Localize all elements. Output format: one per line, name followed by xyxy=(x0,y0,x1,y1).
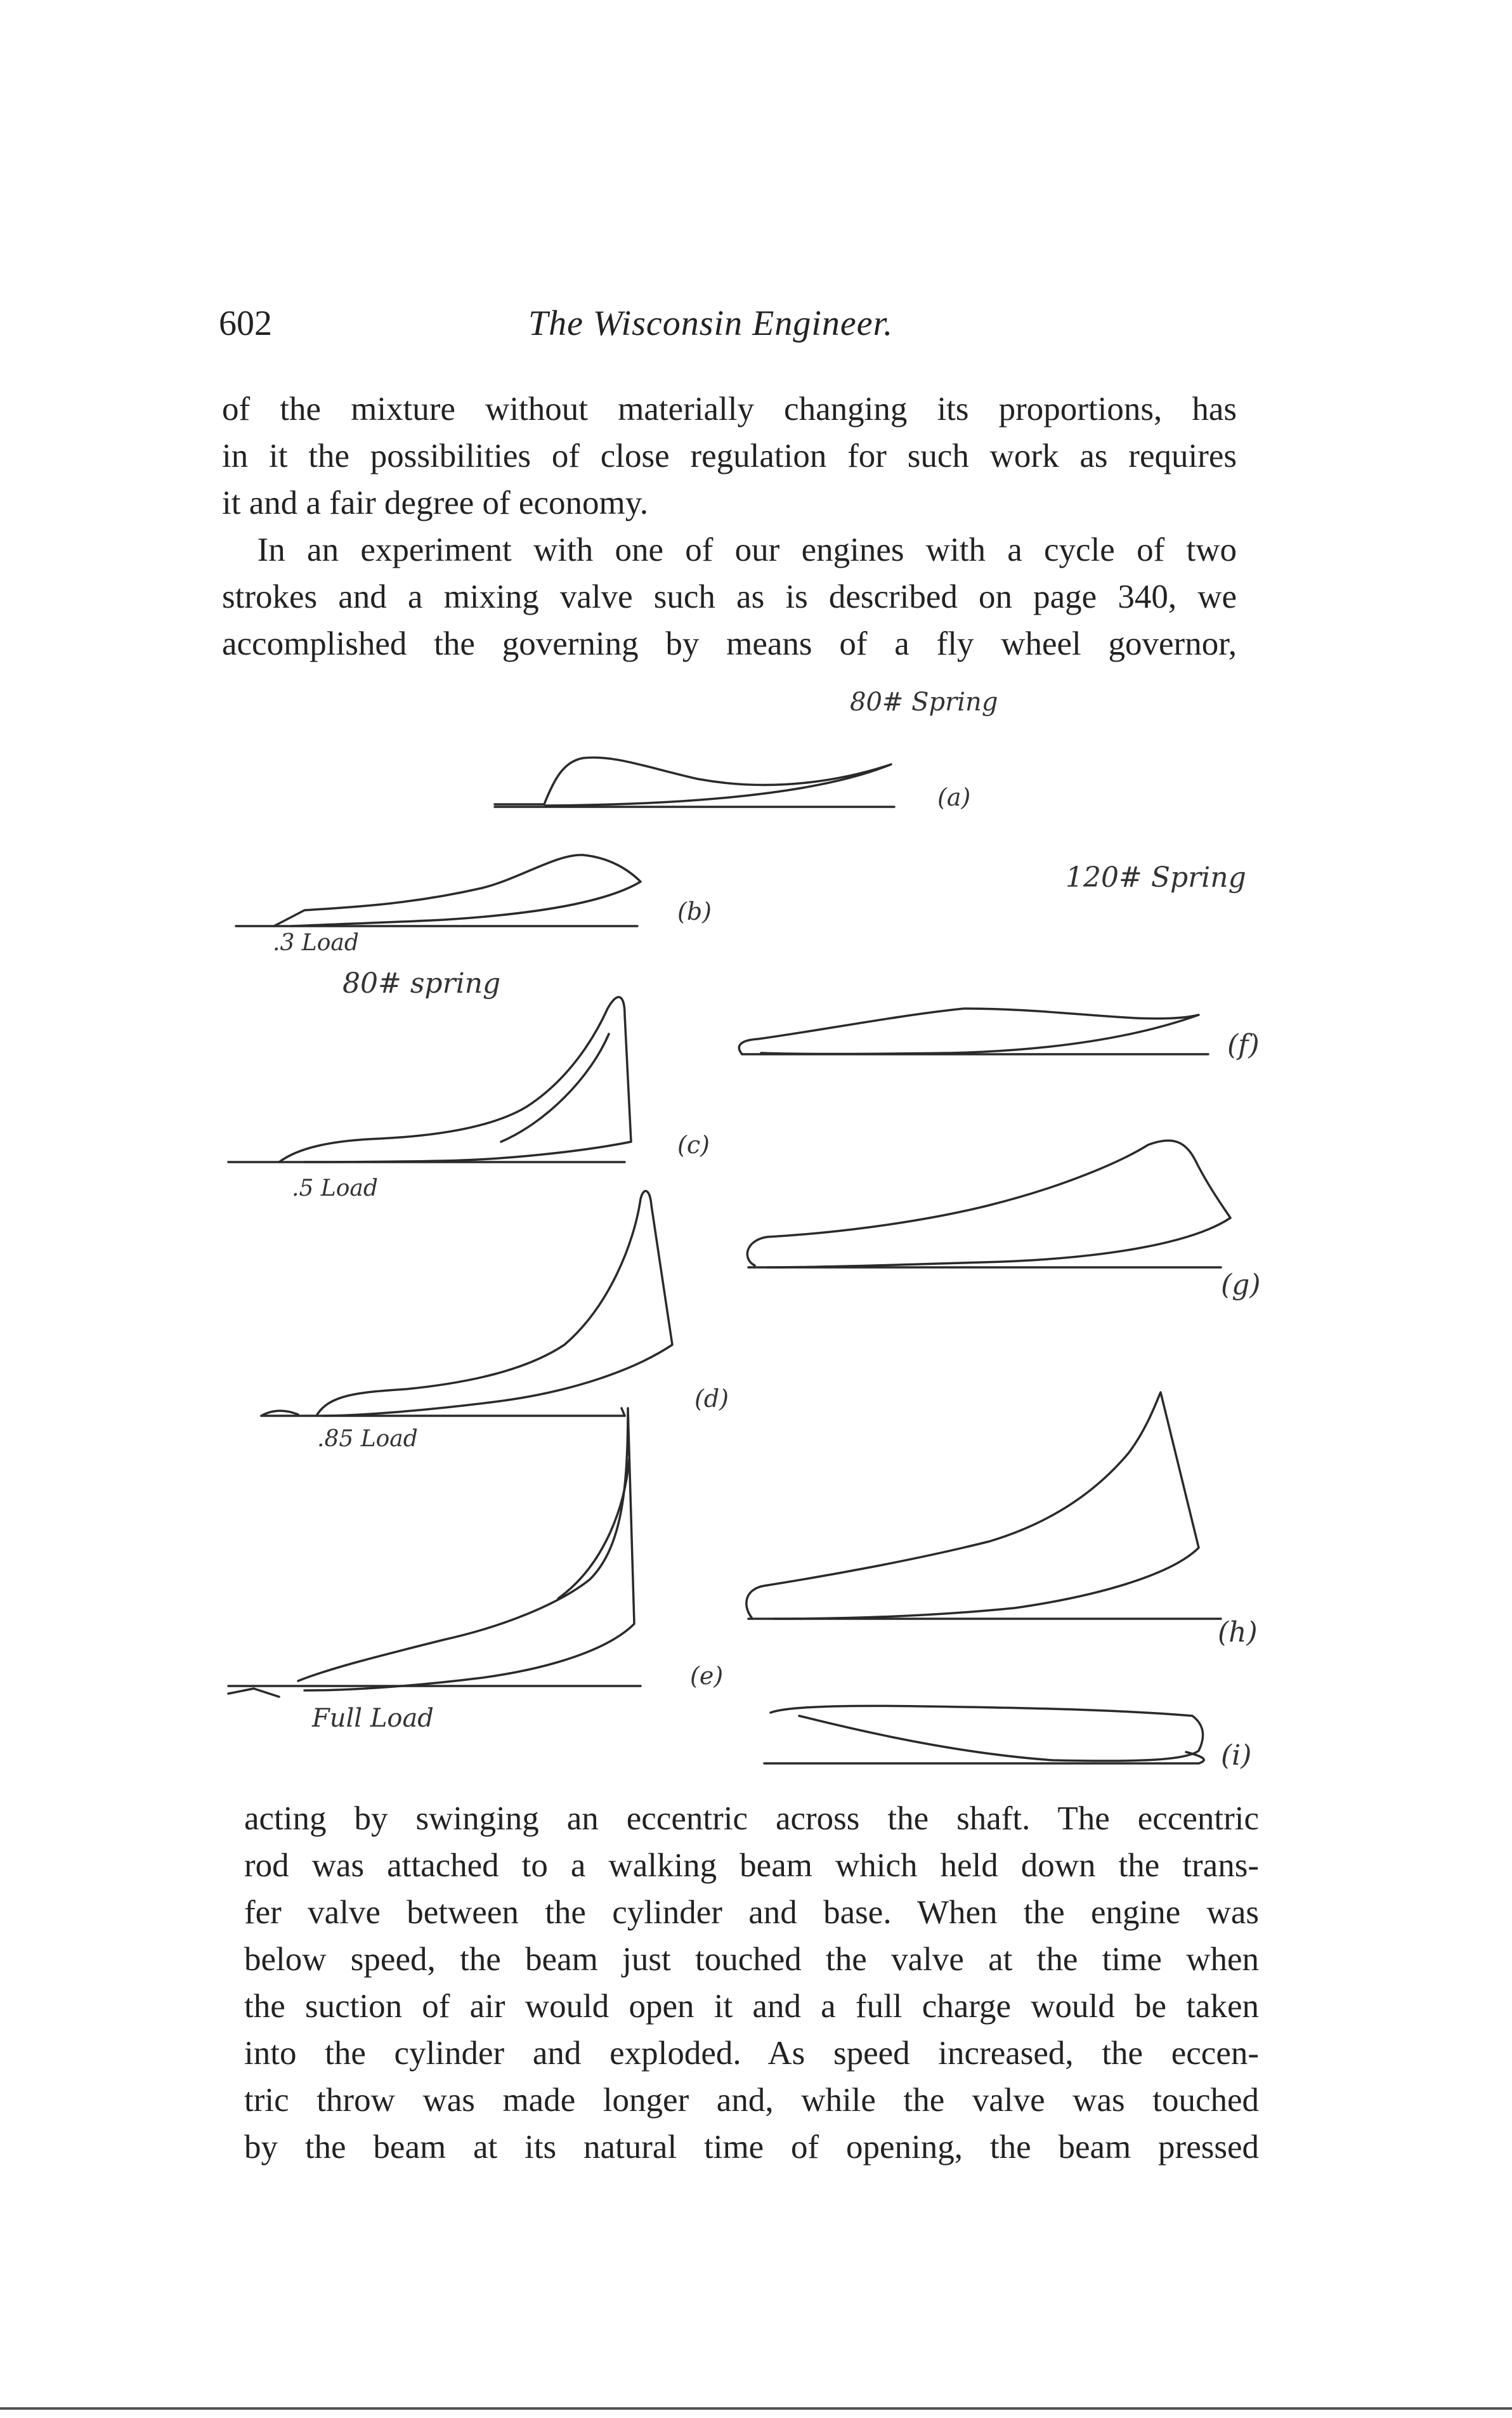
scan-edge-rule xyxy=(0,2407,1512,2410)
text-line: strokes and a mixing valve such as is described on page 340, we xyxy=(222,578,1237,615)
diagram-c-load: .5 Load xyxy=(292,1175,378,1201)
diagram-b xyxy=(236,855,641,926)
annotation-80-spring-left: 80# spring xyxy=(342,967,501,1000)
diagram-e xyxy=(228,1408,641,1697)
text-line: of the mixture without materially changing its proportions, has xyxy=(222,391,1237,428)
body-text-bottom xyxy=(244,1795,1259,2171)
running-title: The Wisconsin Engineer. xyxy=(528,304,894,343)
text-line: accomplished the governing by means of a fly wheel governor, xyxy=(222,625,1237,662)
diagram-h xyxy=(746,1392,1221,1619)
diagram-e-label: (e) xyxy=(690,1662,724,1690)
diagram-e-load: Full Load xyxy=(312,1704,434,1733)
text-line: tric throw was made longer and, while the valve was touched xyxy=(244,2082,1259,2119)
text-line: by the beam at its natural time of opening, the beam pressed xyxy=(244,2129,1259,2166)
text-line: fer valve between the cylinder and base. When the engine was xyxy=(244,1894,1259,1931)
text-line: into the cylinder and exploded. As speed increased, the eccen- xyxy=(244,2035,1259,2072)
text-line: in it the possibilities of close regulation for such work as requires xyxy=(222,438,1237,474)
diagram-f xyxy=(739,1009,1208,1054)
text-line: the suction of air would open it and a full charge would be taken xyxy=(244,1988,1259,2025)
diagram-b-label: (b) xyxy=(677,898,712,925)
diagram-d-load: .85 Load xyxy=(317,1426,418,1452)
diagram-c-label: (c) xyxy=(677,1131,710,1159)
page-number: 602 xyxy=(219,304,272,343)
text-line: below speed, the beam just touched the valve at the time when xyxy=(244,1941,1259,1978)
text-line: it and a fair degree of economy. xyxy=(222,485,648,521)
diagram-d-label: (d) xyxy=(694,1385,729,1413)
diagram-a-label: (a) xyxy=(937,783,971,811)
diagram-h-label: (h) xyxy=(1218,1616,1258,1649)
diagram-i-label: (i) xyxy=(1221,1739,1252,1772)
diagram-a xyxy=(495,757,894,807)
diagram-i xyxy=(764,1706,1204,1763)
text-line: acting by swinging an eccentric across the shaft. The eccentric xyxy=(244,1800,1259,1837)
annotation-80-spring-top: 80# Spring xyxy=(850,688,998,717)
diagram-d xyxy=(261,1191,672,1416)
text-line: In an experiment with one of our engines with a cycle of two xyxy=(257,532,1237,568)
diagram-b-load: .3 Load xyxy=(273,930,359,956)
diagram-g-label: (g) xyxy=(1221,1269,1261,1301)
text-line: rod was attached to a walking beam which held down the trans- xyxy=(244,1847,1259,1884)
diagram-f-label: (f) xyxy=(1227,1029,1260,1061)
diagram-c xyxy=(228,997,631,1162)
diagram-g xyxy=(747,1140,1230,1267)
annotation-120-spring: 120# Spring xyxy=(1066,861,1246,894)
